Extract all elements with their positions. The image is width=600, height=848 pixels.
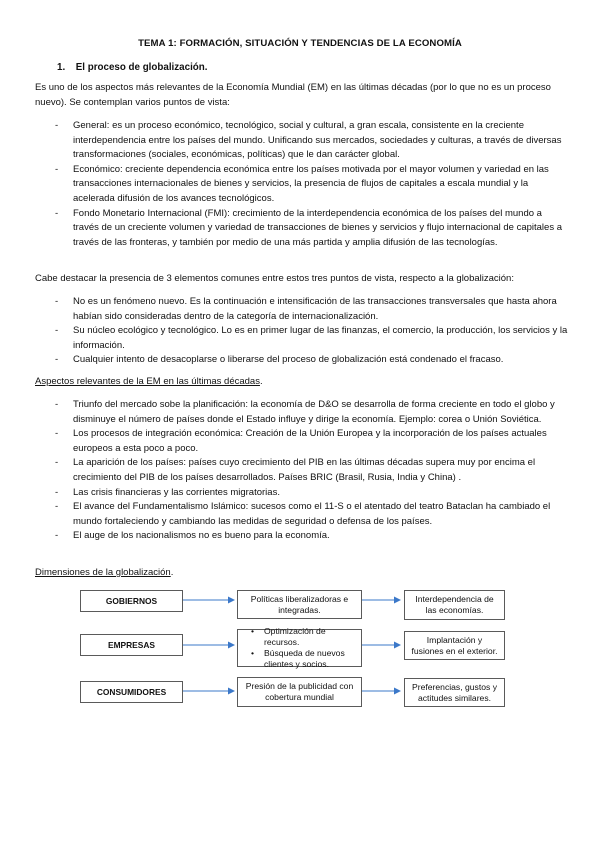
- diagram-label-empresas: EMPRESAS: [80, 634, 183, 656]
- diagram-label-gobiernos: GOBIERNOS: [80, 590, 183, 612]
- section-title: El proceso de globalización.: [75, 62, 208, 73]
- list-item: - Las crisis financieras y las corrientes migratorias.: [35, 486, 570, 501]
- diagram-label-consumidores: CONSUMIDORES: [80, 681, 183, 703]
- list-item: [35, 119, 570, 163]
- middle-bullet-list: [244, 626, 355, 670]
- common-elements-list: [35, 295, 570, 368]
- diagram-middle-consumidores: Presión de la publicidad con cobertura mundial: [237, 677, 362, 707]
- dimensions-heading: [35, 566, 565, 581]
- diagram-middle-empresas: [237, 626, 362, 669]
- viewpoint-label: General:: [73, 120, 110, 131]
- common-intro: Cabe destacar la presencia de 3 elementos comunes entre estos tres puntos de vista, respecto a la globalización:: [35, 273, 514, 284]
- dimensions-heading-text: Dimensiones de la globalización: [35, 567, 171, 578]
- list-item: - Los procesos de integración económica: Creación de la Unión Europea y la incorporación de los países actuales europeos a esta poco a poco.: [35, 427, 570, 456]
- viewpoint-text: creciente dependencia económica entre los países motivada por el mayor volumen y variedad en las transacciones internacionales de bienes y servicios, la presencia de flujos de capitales a escala mundial y la acelerada difusión de los avances tecnológicos.: [73, 163, 549, 204]
- dimensions-heading-suffix: .: [170, 567, 174, 578]
- aspects-list: [35, 398, 570, 544]
- viewpoint-text: crecimiento de la interdependencia económica de los países del mundo a través de un creciente volumen y variedad de transacciones de bienes y servicios y flujo internacional de capitales a través de las fronteras, y también por medio de una más partida y amplia difusión de las tecnologías.: [73, 207, 562, 248]
- aspects-heading: [35, 375, 565, 390]
- viewpoint-label: Fondo Monetario Internacional (FMI):: [73, 207, 230, 219]
- aspects-heading-text: Aspectos relevantes de la EM en las últimas décadas: [35, 376, 260, 387]
- list-item: [35, 207, 570, 251]
- intro-paragraph: Es uno de los aspectos más relevantes de la Economía Mundial (EM) en las últimas décadas (por lo que no es un proceso nuevo). Se contemplan varios puntos de vista:: [35, 82, 551, 108]
- list-item: - No es un fenómeno nuevo. Es la continuación e intensificación de las transacciones transversales que hasta ahora habían sido consideradas dentro de la categoría de internacionalización.: [35, 295, 570, 324]
- diagram-middle-gobiernos: Políticas liberalizadoras e integradas.: [237, 590, 362, 619]
- page-title: TEMA 1: FORMACIÓN, SITUACIÓN Y TENDENCIAS DE LA ECONOMÍA: [138, 38, 462, 49]
- list-item: - Triunfo del mercado sobe la planificación: la economía de D&O se desarrolla de forma creciente en todo el globo y disminuye el número de países donde el Estado influye y dirige la economía. Ejemplo: corea o Unión Soviética.: [35, 398, 570, 427]
- list-item: - El auge de los nacionalismos no es bueno para la economía.: [35, 529, 570, 544]
- section-heading: [57, 62, 207, 73]
- viewpoint-text: es un proceso económico, tecnológico, social y cultural, a gran escala, consistente en la creciente interdependencia entre los países del mundo. Unificando sus mercados, sociedades y culturas, a través de diversas transformaciones (sociales, económicas, políticas) que le dan carácter global.: [73, 120, 562, 161]
- viewpoint-label: Económico:: [73, 163, 123, 175]
- list-item: [35, 163, 570, 207]
- diagram-right-empresas: Implantación y fusiones en el exterior.: [404, 631, 505, 660]
- section-number: 1.: [57, 62, 66, 73]
- list-item: - El avance del Fundamentalismo Islámico: sucesos como el 11-S o el atentado del teatro Bataclan ha cambiado el mundo fortaleciendo y cambiando las medidas de seguridad o defensa de los países.: [35, 500, 570, 529]
- list-item: - Su núcleo ecológico y tecnológico. Lo es en primer lugar de las finanzas, el comercio, la producción, los servicios y la información.: [35, 324, 570, 353]
- list-item: - La aparición de los países: países cuyo crecimiento del PIB en las últimas décadas supera muy por encima el crecimiento del PIB de los países desarrollados. Países BRIC (Brasil, Rusia, India y China) .: [35, 456, 570, 485]
- list-item: • Búsqueda de nuevos clientes y socios.: [264, 648, 355, 670]
- list-item: - Cualquier intento de desacoplarse o liberarse del proceso de globalización está condenado el fracaso.: [35, 353, 570, 368]
- aspects-heading-suffix: .: [259, 376, 263, 387]
- viewpoints-list: [35, 119, 570, 250]
- list-item: • Optimización de recursos.: [264, 626, 355, 648]
- diagram-right-consumidores: Preferencias, gustos y actitudes similares.: [404, 678, 505, 707]
- diagram-right-gobiernos: Interdependencia de las economías.: [404, 590, 505, 620]
- globalization-diagram: [80, 586, 520, 726]
